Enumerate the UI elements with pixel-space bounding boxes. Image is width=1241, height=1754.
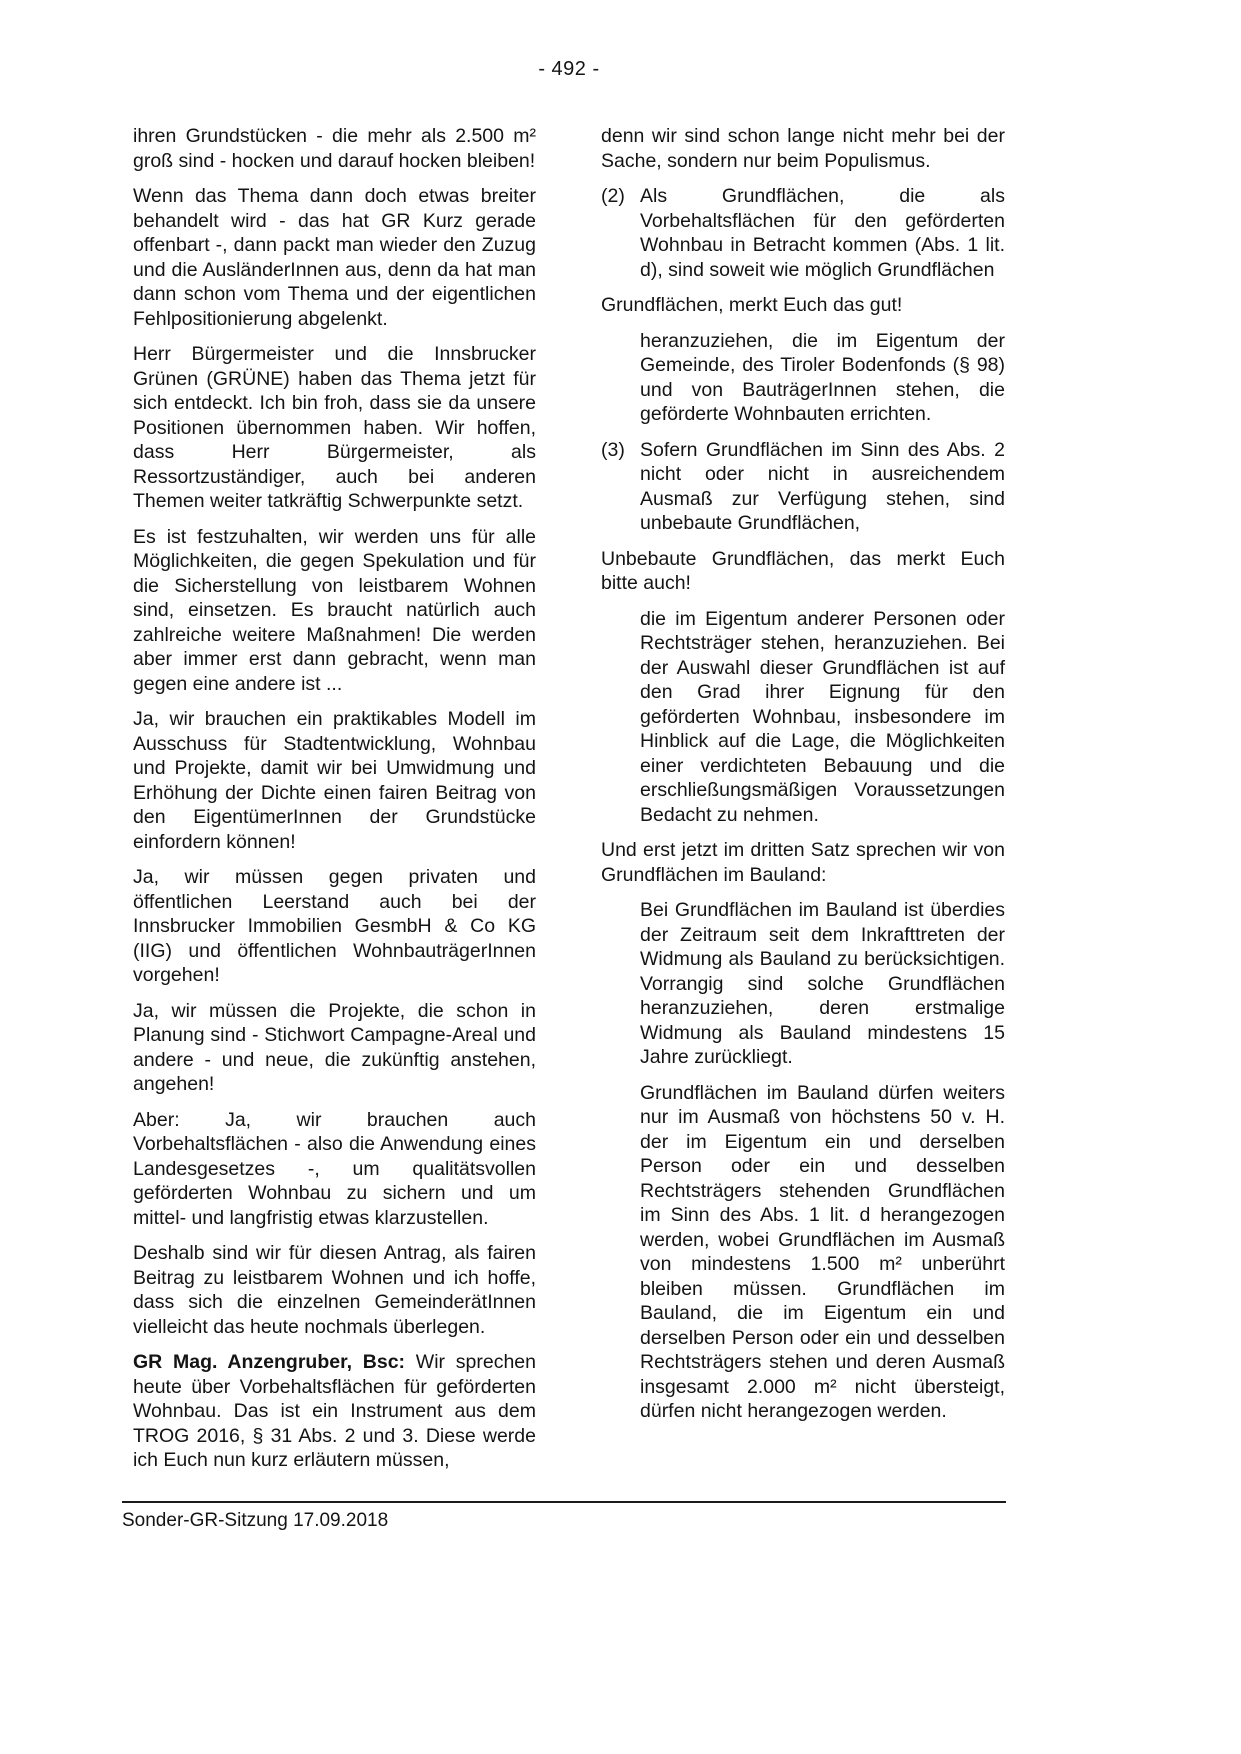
paragraph: Herr Bürgermeister und die Innsbrucker Grünen (GRÜNE) haben das Thema jetzt für sich entdeckt. Ich bin froh, dass sie da unsere Positionen übernommen haben. Wir hoffen, dass Herr Bürgermeister, als Ressortzuständiger, auch bei anderen Themen weiter tatkräftig Schwerpunkte setzt. — [133, 343, 536, 512]
page-number: - 492 - — [538, 58, 600, 80]
footer-text: Sonder-GR-Sitzung 17.09.2018 — [122, 1510, 389, 1531]
clause-text: Sofern Grundflächen im Sinn des Abs. 2 nicht oder nicht in ausreichendem Ausmaß zur Verfügung stehen, sind unbebaute Grundflächen, — [640, 438, 1005, 534]
right-column — [601, 124, 1005, 1473]
paragraph: ihren Grundstücken - die mehr als 2.500 m² groß sind - hocken und darauf hocken bleiben! — [133, 125, 536, 172]
paragraph: Und erst jetzt im dritten Satz sprechen wir von Grundflächen im Bauland: — [601, 839, 1005, 886]
paragraph: Unbebaute Grundflächen, das merkt Euch bitte auch! — [601, 547, 1005, 594]
paragraph: Wenn das Thema dann doch etwas breiter behandelt wird - das hat GR Kurz gerade offenbart -, dann packt man wieder den Zuzug und die AusländerInnen aus, denn da hat man dann schon vom Thema und der eigentlichen Fehlpositionierung abgelenkt. — [133, 185, 536, 330]
speaker-name: GR Mag. Anzengruber, Bsc: — [133, 1351, 406, 1373]
paragraph: denn wir sind schon lange nicht mehr bei der Sache, sondern nur beim Populismus. — [601, 125, 1005, 172]
paragraph: Aber: Ja, wir brauchen auch Vorbehaltsflächen - also die Anwendung eines Landesgesetzes -, um qualitätsvollen geförderten Wohnbau zu sichern und um mittel- und langfristig etwas klarzustellen. — [133, 1108, 536, 1229]
paragraph: Deshalb sind wir für diesen Antrag, als fairen Beitrag zu leistbarem Wohnen und ich hoffe, dass sich die einzelnen GemeinderätInnen vielleicht das heute nochmals überlegen. — [133, 1242, 536, 1338]
paragraph: Es ist festzuhalten, wir werden uns für alle Möglichkeiten, die gegen Spekulation und für die Sicherstellung von leistbarem Wohnen sind, einsetzen. Es braucht natürlich auch zahlreiche weitere Maßnahmen! Die werden aber immer erst dann gebracht, wenn man gegen eine andere ist ... — [133, 525, 536, 695]
speaker-text: Wir sprechen heute über Vorbehaltsflächen für geförderten Wohnbau. Das ist ein Instrument aus dem TROG 2016, § 31 Abs. 2 und 3. Diese werde ich Euch nun kurz erläutern müssen, — [133, 1351, 536, 1471]
clause-number: (3) — [601, 438, 625, 461]
numbered-clause — [601, 438, 1005, 536]
page-body — [133, 124, 1005, 1473]
paragraph: Ja, wir müssen gegen privaten und öffentlichen Leerstand auch bei der Innsbrucker Immobilien GesmbH & Co KG (IIG) und öffentlichen WohnbauträgerInnen vorgehen! — [133, 866, 536, 986]
indented-clause: die im Eigentum anderer Personen oder Rechtsträger stehen, heranzuziehen. Bei der Auswahl dieser Grundflächen ist auf den Grad ihrer Eignung für den geförderten Wohnbau, insbesondere im Hinblick auf die Lage, die Möglichkeiten einer verdichteten Bebauung und die erschließungsmäßigen Voraussetzungen Bedacht zu nehmen. — [640, 607, 1005, 826]
clause-text: Als Grundflächen, die als Vorbehaltsflächen für den geförderten Wohnbau in Betracht kommen (Abs. 1 lit. d), sind soweit wie möglich Grundflächen — [640, 185, 1005, 281]
numbered-clause — [601, 184, 1005, 282]
clause-number: (2) — [601, 185, 625, 207]
left-column — [133, 124, 536, 1473]
indented-clause: Bei Grundflächen im Bauland ist überdies der Zeitraum seit dem Inkrafttreten der Widmung als Bauland zu berücksichtigen. Vorrangig sind solche Grundflächen heranzuziehen, deren erstmalige Widmung als Bauland mindestens 15 Jahre zurückliegt. — [640, 899, 1005, 1068]
indented-clause: Grundflächen im Bauland dürfen weiters nur im Ausmaß von höchstens 50 v. H. der im Eigentum ein und derselben Person oder ein und desselben Rechtsträgers stehenden Grundflächen im Sinn des Abs. 1 lit. d herangezogen werden, wobei Grundflächen im Ausmaß von mindestens 1.500 m² unberührt bleiben müssen. Grundflächen im Bauland, die im Eigentum ein und derselben Person oder ein und desselben Rechtsträgers stehen und deren Ausmaß insgesamt 2.000 m² nicht übersteigt, dürfen nicht herangezogen werden. — [640, 1081, 1005, 1422]
paragraph: Grundflächen, merkt Euch das gut! — [601, 294, 903, 316]
speaker-paragraph — [133, 1350, 536, 1473]
page-footer — [122, 1501, 1006, 1532]
paragraph: Ja, wir brauchen ein praktikables Modell im Ausschuss für Stadtentwicklung, Wohnbau und Projekte, damit wir bei Umwidmung und Erhöhung der Dichte einen fairen Beitrag von den EigentümerInnen der Grundstücke einfordern können! — [133, 708, 536, 853]
indented-clause: heranzuziehen, die im Eigentum der Gemeinde, des Tiroler Bodenfonds (§ 98) und von BauträgerInnen stehen, die geförderte Wohnbauten errichten. — [640, 329, 1005, 425]
paragraph: Ja, wir müssen die Projekte, die schon in Planung sind - Stichwort Campagne-Areal und andere - und neue, die zukünftig anstehen, angehen! — [133, 999, 536, 1095]
